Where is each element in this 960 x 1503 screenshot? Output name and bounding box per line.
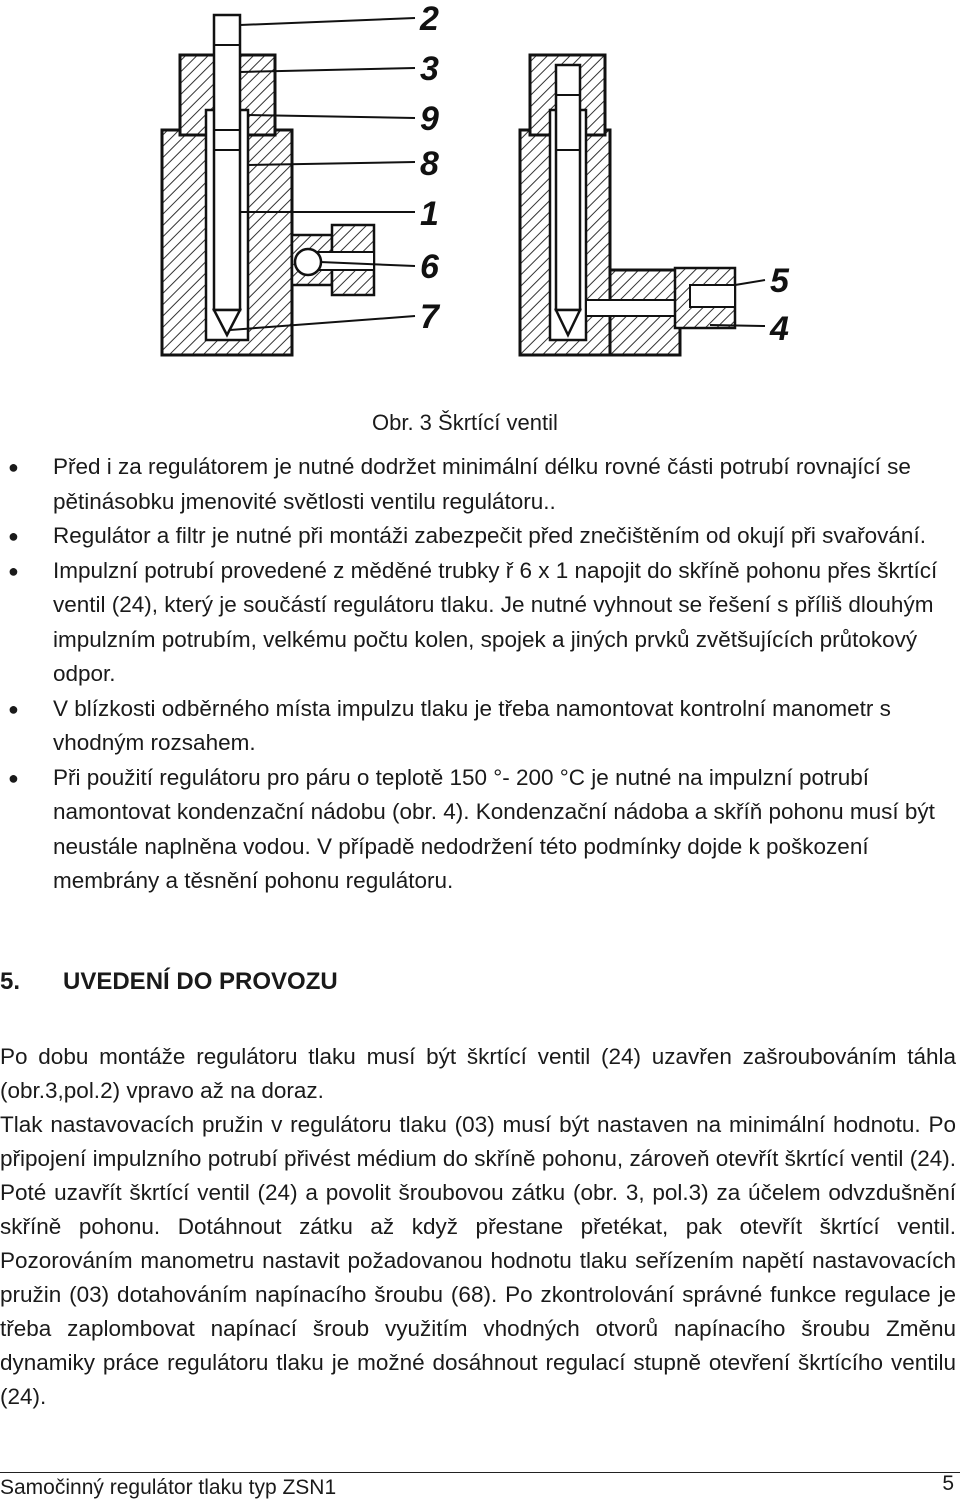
callout-3: 3 bbox=[420, 50, 439, 88]
callout-2: 2 bbox=[420, 0, 439, 38]
callout-7: 7 bbox=[420, 298, 439, 336]
section-number: 5. bbox=[0, 968, 21, 995]
bullet-list bbox=[0, 450, 960, 899]
list-item-text: Regulátor a filtr je nutné při montáži zabezpečit před znečištěním od okují při svařování. bbox=[53, 523, 926, 548]
list-item bbox=[0, 519, 960, 554]
footer-title: Samočinný regulátor tlaku typ ZSN1 bbox=[0, 1476, 337, 1499]
list-item-text: Před i za regulátorem je nutné dodržet minimální délku rovné části potrubí rovnající se pětinásobku jmenovité světlosti ventilu regulátoru.. bbox=[53, 454, 911, 514]
callout-6: 6 bbox=[420, 248, 439, 286]
valve-drawing bbox=[150, 0, 830, 372]
list-item bbox=[0, 761, 960, 899]
footer-divider bbox=[0, 1472, 960, 1473]
list-item-text: V blízkosti odběrného místa impulzu tlaku je třeba namontovat kontrolní manometr s vhodným rozsahem. bbox=[53, 695, 891, 755]
section-heading bbox=[0, 968, 338, 996]
list-item bbox=[0, 692, 960, 761]
bullet-icon: ● bbox=[8, 767, 19, 788]
list-item-text: Při použití regulátoru pro páru o teplotě 150 °- 200 °C je nutné na impulzní potrubí namontovat kondenzační nádobu (obr. 4). Kondenzační nádoba a skříň pohonu musí být neustále naplněna vodou. V případě nedodržení této podmínky dojde k poškození membrány a těsnění pohonu regulátoru. bbox=[53, 764, 935, 893]
bullet-icon: ● bbox=[8, 560, 19, 581]
section-title: UVEDENÍ DO PROVOZU bbox=[63, 968, 338, 995]
list-item bbox=[0, 450, 960, 519]
body-text bbox=[0, 1040, 956, 1414]
right-valve-section bbox=[520, 55, 735, 355]
list-item bbox=[0, 554, 960, 692]
callout-8: 8 bbox=[420, 145, 439, 183]
callout-5: 5 bbox=[770, 262, 789, 300]
callout-1: 1 bbox=[420, 195, 439, 233]
page-number: 5 bbox=[942, 1472, 954, 1495]
callout-9: 9 bbox=[420, 100, 439, 138]
left-valve-section bbox=[162, 15, 374, 355]
figure-caption: Obr. 3 Škrtící ventil bbox=[372, 410, 558, 435]
paragraph: Po dobu montáže regulátoru tlaku musí být škrtící ventil (24) uzavřen zašroubováním táhla (obr.3,pol.2) vpravo až na doraz. bbox=[0, 1044, 956, 1103]
list-item-text: Impulzní potrubí provedené z měděné trubky ř 6 x 1 napojit do skříně pohonu přes škrtící ventil (24), který je součástí regulátoru tlaku. Je nutné vyhnout se řešení s příliš dlouhým impulzním potrubím, velkému počtu kolen, spojek a jiných prvků zvětšujících průtokový odpor. bbox=[53, 557, 938, 686]
callout-4: 4 bbox=[770, 310, 789, 348]
paragraph: Tlak nastavovacích pružin v regulátoru tlaku (03) musí být nastaven na minimální hodnotu. Po připojení impulzního potrubí přivést médium do skříně pohonu, zároveň otevřít škrtící ventil (24). Poté uzavřít škrtící ventil (24) a povolit šroubovou zátku (obr. 3, pol.3) za účelem odvzdušnění skříně pohonu. Dotáhnout zátku až když přestane přetékat, pak otevřít škrtící ventil. Pozorováním manometru nastavit požadovanou hodnotu tlaku seřízením napětí nastavovacích pružin (03) dotahováním napínacího šroubu (68). Po zkontrolování správné funkce regulace je třeba zaplombovat napínací šroub využitím vhodných otvorů napínacího šroubu Změnu dynamiky práce regulátoru tlaku je možné dosáhnout regulací stupně otevření škrtícího ventilu (24). bbox=[0, 1112, 956, 1409]
bullet-icon: ● bbox=[8, 526, 19, 546]
bullet-icon: ● bbox=[8, 457, 19, 477]
bullet-icon: ● bbox=[8, 698, 19, 719]
